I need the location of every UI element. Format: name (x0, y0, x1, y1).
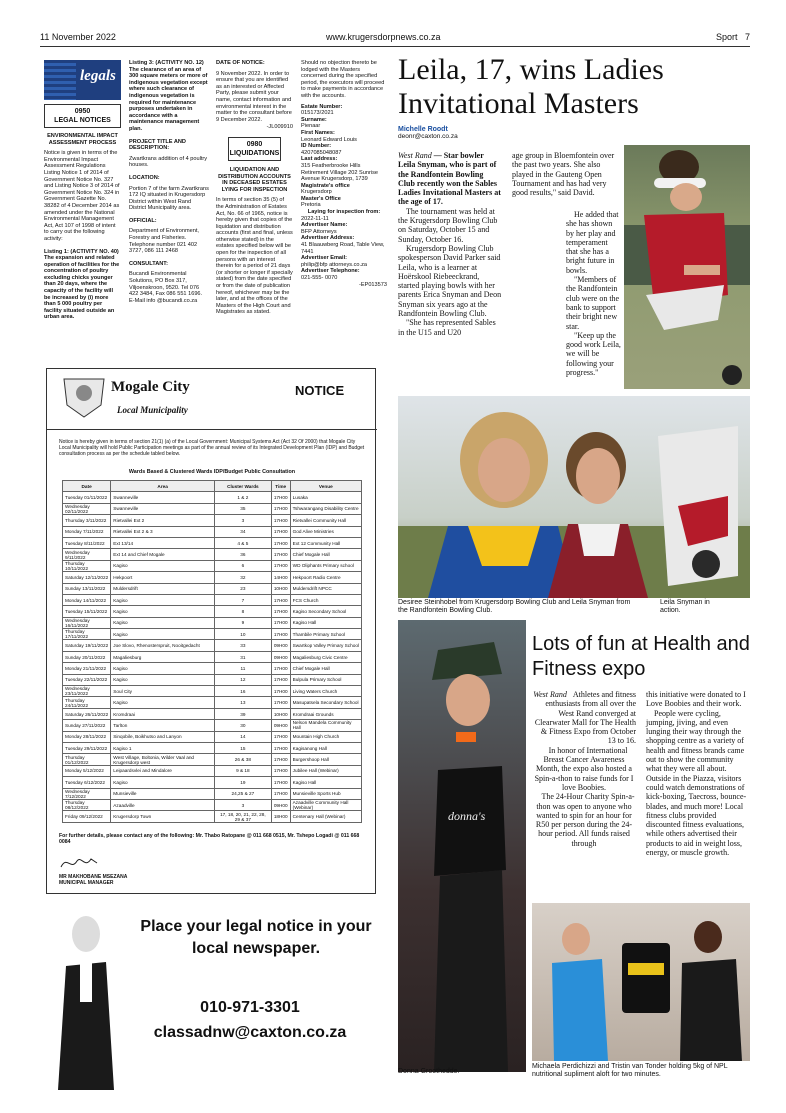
author: Michelle Roodt (398, 126, 448, 133)
lede: — Star bowler Leila Snyman, who is part of the Randfontein Bowling Club recently won the Sables Ladies Invitational Masters at the age of 17. (398, 151, 501, 207)
table-cell: Wednesday 9/11/2022 (63, 549, 111, 560)
eia-title: ENVIRONMENTAL IMPACT ASSESSMENT PROCESS (47, 133, 118, 146)
table-cell: Thursday 08/12/2022 (63, 799, 111, 810)
table-cell: Kagisanong Hall (290, 742, 361, 753)
table-cell: 34 (214, 526, 271, 537)
table-cell: 8 (214, 606, 271, 617)
table-row (63, 492, 362, 503)
table-cell: Sunday 27/11/2022 (63, 720, 111, 731)
table-cell: Kagiso (111, 594, 215, 605)
table-cell: 17H00 (271, 549, 290, 560)
legals-col4 (301, 60, 387, 289)
section-label: Sport 7 (715, 32, 750, 42)
leila-headline: Leila, 17, wins Ladies Invitational Masters (398, 53, 664, 120)
site-url[interactable]: www.krugersdorpnews.co.za (326, 32, 441, 42)
table-cell: Wednesday 02/11/2022 (63, 503, 111, 514)
table-cell: 32 (214, 572, 271, 583)
legals-banner: legals (44, 60, 121, 100)
table-cell: Tuesday 6/12/2022 (63, 777, 111, 788)
table-cell: Thursday 10/11/2022 (63, 560, 111, 571)
eia-body: Notice is given in terms of the Environmental Impact Assessment Regulations Listing Notice 1 of 2014 of Government Notice No. 327 and Listing Notice 3 of 2014 of Government Notice No. 324 in Government Gazette No. 38282 of 4 December 2014 as amended under the National Environmental Management Act, Act 107 of 1998 of intent to carry out the following activity: (44, 150, 120, 242)
table-cell: Kagiso Secondary School (290, 606, 361, 617)
table-cell: 17H00 (271, 594, 290, 605)
table-cell: 3 (214, 515, 271, 526)
table-cell: Monday 5/12/2022 (63, 765, 111, 776)
table-cell: Swanneville (111, 492, 215, 503)
notice-intro: Notice is hereby given in terms of section 21(1) (a) of the Local Government: Municipal Systems Act (Act 32 Of 2000) that Mogale City Local Municipality will hold Public Participation meetings as part of the annual review of its Integrated Development Plan (IDP) and Budget consultation process as per the schedule tabled below. (59, 439, 365, 457)
table-cell: Bulpula Primary School (290, 674, 361, 685)
table-row (63, 777, 362, 788)
table-cell: Saturday 26/11/2022 (63, 708, 111, 719)
table-cell: 4 & 5 (214, 537, 271, 548)
official-heading: OFFICIAL: (129, 217, 157, 224)
estate-line: Magistrate's office (301, 182, 350, 189)
table-cell: Chief Mogale Hall (290, 549, 361, 560)
table-cell: 9 (214, 617, 271, 628)
table-cell: Hekpoort (111, 572, 215, 583)
table-cell: 09H00 (271, 651, 290, 662)
health-p1: Athletes and fitness enthusiasts from all over the West Rand converged at Clearwater Mall for The Health & Fitness Expo from October 13 to 16. (534, 690, 636, 746)
caption-two-women: Desiree Steinhobel from Krugersdorp Bowling Club and Leila Snyman from the Randfontein Bowling Club. (398, 599, 631, 614)
table-cell: Azaadville Community Hall (Webinar) (290, 799, 361, 810)
table-cell: Rietvallei Community Hall (290, 515, 361, 526)
table-row (63, 537, 362, 548)
table-header: Area (111, 481, 215, 492)
table-cell: Burgershoop Hall (290, 754, 361, 765)
lede-place: West Rand (398, 151, 432, 160)
table-cell: 33 (214, 640, 271, 651)
table-cell: 7 (214, 594, 271, 605)
table-cell: 16 (214, 686, 271, 697)
table-cell: WD Oliphants Primary school (290, 560, 361, 571)
table-cell: Tuesday 01/11/2022 (63, 492, 111, 503)
table-cell: Kagiso (111, 674, 215, 685)
table-row (63, 629, 362, 640)
estate-line: Advertiser Email: (301, 255, 348, 262)
table-cell: Magaliesburg (111, 651, 215, 662)
leila-col2b (566, 210, 621, 377)
leila-col1 (398, 151, 502, 337)
table-cell: Sunday 13/11/2022 (63, 583, 111, 594)
table-cell: 23 (214, 583, 271, 594)
listing1: Listing 1: (ACTIVITY NO. 40) The expansion and related operation of facilities for the concentration of poultry excluding chicks younger than 20 days, where the capacity of the facility will be increased by (i) more than 5 000 poultry per facility situated outside an urban area. (44, 248, 120, 321)
table-cell: Tuesday 29/11/2022 (63, 742, 111, 753)
table-title: Wards Based & Clustered Wards IDP/Budget Public Consultation (128, 469, 296, 475)
table-cell: 09H00 (271, 720, 290, 731)
table-cell: Thursday 3/11/2022 (63, 515, 111, 526)
table-cell: 17H00 (271, 606, 290, 617)
estate-line: Pienaar (301, 123, 321, 130)
table-cell: Monday 14/11/2022 (63, 594, 111, 605)
project-heading: PROJECT TITLE AND DESCRIPTION: (129, 138, 186, 152)
table-cell: 30 (214, 720, 271, 731)
leila-p4: age group in Bloemfontein over the past two years. She also played in the Gauteng Open Tournament and has had very good results," said David. (512, 151, 615, 198)
table-cell: 17H00 (271, 754, 290, 765)
table-row (63, 583, 362, 594)
leila-p7: "Keep up the good work Leila, we will be following your progress." (566, 330, 621, 378)
table-cell: 18H00 (271, 811, 290, 822)
table-cell: Rietvallei Ext 2 & 3 (111, 526, 215, 537)
table-cell: 17H00 (271, 503, 290, 514)
table-cell: 24,25 & 27 (214, 788, 271, 799)
wards-table (62, 480, 362, 823)
liquidations-box: 0980 LIQUIDATIONS (228, 137, 281, 161)
health-col1 (532, 690, 636, 848)
table-cell: 19 (214, 777, 271, 788)
estate-line: Advertiser Address: (301, 235, 355, 242)
notice-heading: NOTICE (295, 383, 345, 398)
table-row (63, 742, 362, 753)
table-cell: Kagiso (111, 629, 215, 640)
table-row (63, 549, 362, 560)
table-cell: Muldersdrift NPCC (290, 583, 361, 594)
table-header: Date (63, 481, 111, 492)
table-cell: Kagiso (111, 606, 215, 617)
table-cell: 17H00 (271, 777, 290, 788)
estate-line: Laying for inspection from: (307, 209, 381, 216)
table-row (63, 686, 362, 697)
table-cell: Friday 09/12/2022 (63, 811, 111, 822)
table-row (63, 503, 362, 514)
leila-p5: He added that she has shown by her play and temperament that she has a bright future in bowls. (566, 210, 619, 275)
table-cell: 31 (214, 651, 271, 662)
estate-line: First Names: (301, 129, 335, 136)
table-cell: Monday 7/11/2022 (63, 526, 111, 537)
table-cell: 11 (214, 663, 271, 674)
table-cell: Kagiso (111, 777, 215, 788)
table-cell: Joe Slovo, Rhenosterspruit, Nooitgedacht (111, 640, 215, 651)
legals-col3 (216, 60, 293, 317)
table-cell: 09H00 (271, 640, 290, 651)
ref1: -JL009910 (266, 124, 293, 131)
table-cell: Wednesday 23/11/2022 (63, 686, 111, 697)
table-cell: Thursday 01/12/2022 (63, 754, 111, 765)
manager: MR MAKHOBANE MSEZANA MUNICIPAL MANAGER (59, 874, 128, 886)
estate-line: philip@bfp attorneys.co.za (301, 261, 368, 268)
consultant-text: Bucandi Environmental Solutions, PO Box 317, Viljoenskroon, 9520. Tel 076 422 3484, Fax 086 551 1696. E-Mail info @bucandi.co.za (129, 271, 203, 304)
estate-line: Pretoria (301, 202, 321, 209)
table-row (63, 754, 362, 765)
table-row (63, 606, 362, 617)
table-cell: 17, 18, 20, 21, 22, 28, 29 & 37 (214, 811, 271, 822)
date-heading: DATE OF NOTICE: (216, 60, 265, 66)
table-cell: 10H00 (271, 708, 290, 719)
mogale-crest-icon (59, 375, 109, 419)
table-row (63, 640, 362, 651)
table-cell: Swanneville (111, 503, 215, 514)
location-heading: LOCATION: (129, 174, 160, 181)
table-cell: 17H00 (271, 765, 290, 776)
estate-line: 015173/2021 (301, 110, 334, 117)
table-row (63, 515, 362, 526)
table-cell: Tuesday 15/11/2022 (63, 606, 111, 617)
table-row (63, 720, 362, 731)
table-cell: Muldersdrift (111, 583, 215, 594)
table-row (63, 526, 362, 537)
table-cell: Tshwarangang Disability Centre (290, 503, 361, 514)
legals-col1 (44, 104, 121, 322)
table-row (63, 731, 362, 742)
estate-line: Master's Office (301, 195, 341, 202)
table-row (63, 697, 362, 708)
estate-line: Advertiser Telephone: (301, 268, 360, 275)
table-cell: 12 (214, 674, 271, 685)
table-row (63, 674, 362, 685)
table-cell: 1 & 2 (214, 492, 271, 503)
two-women-photo (398, 396, 750, 598)
estate-line: 4207085048087 (301, 149, 342, 156)
table-cell: God Alive Ministries (290, 526, 361, 537)
table-cell: 15 (214, 742, 271, 753)
table-cell: 17H00 (271, 697, 290, 708)
table-cell: 39 (214, 708, 271, 719)
table-cell: 13 (214, 697, 271, 708)
divider (47, 429, 377, 430)
caption-donna: Donna Groothedde. (398, 1068, 460, 1075)
table-cell: 14H00 (271, 572, 290, 583)
table-cell: 17H00 (271, 526, 290, 537)
table-header: Cluster Wards (214, 481, 271, 492)
leila-col2 (512, 151, 622, 197)
table-cell: Swartkop Valley Primary School (290, 640, 361, 651)
estate-line: Krugersdorp (301, 189, 332, 196)
estate-line: 021-555- 0070 (301, 275, 338, 281)
table-cell: 26 & 38 (214, 754, 271, 765)
table-cell: 14 (214, 731, 271, 742)
table-cell: Munsieville Sports Hub (290, 788, 361, 799)
table-row (63, 594, 362, 605)
table-cell: Mountain High Church (290, 731, 361, 742)
estate-line: Estate Number: (301, 103, 343, 110)
liquidation-text: In terms of section 35 (5) of the Administration of Estates Act, No. 66 of 1965, notice is hereby given that copies of the liquidation and distribution accounts (first and final, unless otherwise stated) in the estates specified below will be open for the inspection of all persons with an interest therein for a period of 21 days (or shorter or longer if specially stated) from the date specified or from the date of publication hereof, whichever may be the later, and at the offices of the Masters of the High Court and Magistrates as stated. (216, 197, 293, 316)
table-cell: Ext 12 Community Hall (290, 537, 361, 548)
table-row (63, 651, 362, 662)
table-cell: Chief Mogale Hall (290, 663, 361, 674)
table-cell: Munsieville (111, 788, 215, 799)
table-cell: 35 (214, 503, 271, 514)
table-cell: 17H00 (271, 515, 290, 526)
table-row (63, 811, 362, 822)
table-cell: 10H00 (271, 583, 290, 594)
caption-leila: Leila Snyman in action. (660, 599, 710, 614)
health-headline: Lots of fun at Health and Fitness expo (532, 633, 750, 680)
table-cell: Thursday 17/11/2022 (63, 629, 111, 640)
mogale-sub: Local Municipality (117, 405, 188, 415)
estate-line: BFP Attorneys (301, 228, 337, 235)
estate-line: Leonard Edward Louis (301, 136, 357, 143)
page-header (40, 32, 750, 46)
table-cell: Saturday 19/11/2022 (63, 640, 111, 651)
table-row (63, 617, 362, 628)
estate-line: 2022-11-11 (301, 215, 329, 222)
table-cell: FCS Church (290, 594, 361, 605)
table-cell: Lusaka (290, 492, 361, 503)
table-cell: 17H00 (271, 686, 290, 697)
table-cell: Tarlton (111, 720, 215, 731)
notice-footer: For further details, please contact any of the following: Mr. Thabo Ratopane @ 011 668 0515, Mr. Tshepo Logadi @ 011 668 0084 (59, 833, 360, 845)
table-cell: Jubilee Hall (Webinar) (290, 765, 361, 776)
leila-action-photo (624, 145, 750, 389)
table-row (63, 799, 362, 810)
leila-p1: The tournament was held at the Krugersdorp Bowling Club on Saturday, October 15 and Sunday, October 16. (398, 206, 498, 244)
table-cell: 36 (214, 549, 271, 560)
project-text: Zwartkrans addition of 4 poultry houses. (129, 155, 208, 169)
liquidation-text-2: Should no objection thereto be lodged with the Masters concerned during the specified period, the executors will proceed to make payments in accordance with the accounts. (301, 60, 385, 99)
ad-headline: Place your legal notice in your local newspaper. (140, 918, 372, 957)
table-row (63, 788, 362, 799)
table-cell: West Village, Boltonia, Wilder Vaal and Krugersdorp west (111, 754, 215, 765)
leila-p2: Krugersdorp Bowling Club spokesperson David Parker said Leila, who is a learner at Hoërskool Riebeeckrand, started playing bowls with her parents Erica Snyman and Deon Snyman six years ago at the Randfontein Bowling Club. (398, 243, 502, 319)
table-cell: Sinqobile, Boikhutso and Lanyon (111, 731, 215, 742)
author-email[interactable]: deonr@caxton.co.za (398, 133, 458, 140)
table-cell: Ext 14 and Chief Mogale (111, 549, 215, 560)
estate-line: ID Number: (301, 143, 332, 150)
ref2: -EP013573 (359, 281, 387, 288)
table-cell: Tuesday 8/11/2022 (63, 537, 111, 548)
header-rule (40, 46, 750, 47)
ad-email[interactable]: classadnw@caxton.co.za (153, 1024, 347, 1041)
liquidation-heading: LIQUIDATION AND DISTRIBUTION ACCOUNTS IN DECEASED ESTATES LYING FOR INSPECTION (218, 166, 291, 193)
mogale-logo: Mogale City (111, 379, 190, 395)
estate-line: 315 Featherbrooke Hills Retirement Village 202 Sunrise Avenue Krugersdorp, 1739 (301, 162, 379, 183)
leila-p3: "She has represented Sables in the U15 and U20 (398, 318, 496, 337)
table-cell: 17H00 (271, 560, 290, 571)
date-text: 9 November 2022. In order to ensure that you are identified as an interested or Affected Party, please submit your name, contact information and environmental interest in the matter to the consultant before 9 December 2022. (216, 70, 292, 123)
estate-details (301, 104, 387, 282)
health-p4: this initiative were donated to I Love Boobies and their work. (646, 690, 746, 709)
table-cell: 17H00 (271, 731, 290, 742)
table-row (63, 765, 362, 776)
table-cell: 17H00 (271, 674, 290, 685)
table-cell: Nelson Mandela Community Hall (290, 720, 361, 731)
estate-line: Surname: (301, 116, 327, 123)
estate-line: Last address: (301, 156, 338, 163)
table-cell: 17H00 (271, 788, 290, 799)
table-cell: Monday 28/11/2022 (63, 731, 111, 742)
page-number: 7 (744, 32, 750, 42)
health-col2 (646, 690, 750, 857)
table-cell: 6 (214, 560, 271, 571)
health-lede-place: West Rand (533, 690, 567, 699)
table-cell: Masupatsela Secondary School (290, 697, 361, 708)
table-cell: Kagiso 1 (111, 742, 215, 753)
table-cell: 09H00 (271, 799, 290, 810)
listing3: Listing 3: (ACTIVITY NO. 12) The clearance of an area of 300 square meters or more of indigenous vegetation except where such clearance of indigenous vegetation is required for maintenance purposes undertaken in accordance with a maintenance management plan. (129, 60, 208, 132)
table-cell: 17H00 (271, 537, 290, 548)
table-cell: Wednesday 16/11/2022 (63, 617, 111, 628)
official-text: Department of Environment, Forestry and Fisheries. Telephone number 021 402 3727, 086 111 2468 (129, 228, 199, 255)
legals-col2 (129, 60, 209, 305)
table-cell: Ext 13/14 (111, 537, 215, 548)
table-cell: Magaliesburg Civic Centre (290, 651, 361, 662)
table-cell: Kagiso (111, 617, 215, 628)
table-cell: 3 (214, 799, 271, 810)
ad-phone[interactable]: 010-971-3301 (200, 999, 300, 1016)
table-cell: Living Waters Church (290, 686, 361, 697)
table-cell: Thambile Primary School (290, 629, 361, 640)
signature (59, 853, 99, 873)
judge-icon (46, 906, 116, 1090)
table-cell: Kagiso (111, 663, 215, 674)
table-cell: Kagiso Hall (290, 617, 361, 628)
fitness-photo (532, 903, 750, 1061)
mogale-notice (46, 368, 376, 894)
table-row (63, 560, 362, 571)
leila-p6: "Members of the Randfontein club were on the bank to support their bright new star. (566, 275, 620, 331)
table-cell: Tuesday 22/11/2022 (63, 674, 111, 685)
location-text: Portion 7 of the farm Zwartkrans 172 IQ situated in Krugersdorp District within West Rand District Municipality area. (129, 185, 209, 212)
table-row (63, 663, 362, 674)
table-cell: Kagiso Hall (290, 777, 361, 788)
table-cell: Monday 21/11/2022 (63, 663, 111, 674)
table-cell: 17H00 (271, 742, 290, 753)
legal-notices-box: 0950 LEGAL NOTICES (44, 104, 121, 128)
table-cell: 9 & 18 (214, 765, 271, 776)
health-p5: People were cycling, jumping, jiving, and even lunging their way through the shopping centre as a variety of health and fitness brands came out to show the community what they were all about. Outside in the Piazza, visitors could watch demonstrations of kick-boxing, Taecross, bounce-blades, and much more! Local fitness clubs provided discounted fitness evaluations, while others advertised their products to aid in weight loss, energy, or muscle growth. (646, 708, 747, 858)
table-cell: Sunday 20/11/2022 (63, 651, 111, 662)
consultant-heading: CONSULTANT: (129, 260, 168, 267)
legal-ad (118, 906, 376, 1094)
table-cell: Azaadville (111, 799, 215, 810)
donna-photo (398, 620, 526, 1072)
byline (398, 126, 458, 140)
table-cell: Centenary Hall (Webinar) (290, 811, 361, 822)
table-row (63, 708, 362, 719)
table-cell: 17H00 (271, 629, 290, 640)
caption-fitness: Michaela Perdichizzi and Tristin van Tonder holding 5kg of NPL nutritional supliment aloft for two minutes. (532, 1063, 728, 1078)
health-p3: The 24-Hour Charity Spin-a-thon was open to anyone who wanted to spin for an hour for R50 per person during the 24-hour period. All funds raised through (535, 792, 635, 848)
table-cell: 17H00 (271, 617, 290, 628)
table-cell: 10 (214, 629, 271, 640)
table-header: Time (271, 481, 290, 492)
issue-date: 11 November 2022 (40, 32, 116, 42)
estate-line: 41 Blaauwberg Road, Table View, 7441 (301, 242, 385, 255)
table-header: Venue (290, 481, 361, 492)
table-cell: Kromdraai (111, 708, 215, 719)
table-cell: 17H00 (271, 663, 290, 674)
table-cell: Thursday 24/11/2022 (63, 697, 111, 708)
table-cell: Leipaardsvlei and Mindalore (111, 765, 215, 776)
table-cell: Soul City (111, 686, 215, 697)
table-row (63, 572, 362, 583)
table-cell: Hekpoort Radio Centre (290, 572, 361, 583)
health-p2: In honor of International Breast Cancer Awareness Month, the expo also hosted a Spin-a-thon to raise funds for I love Boobies. (534, 745, 634, 792)
table-cell: Kromdraai Grounds (290, 708, 361, 719)
estate-line: Advertiser Name: (301, 222, 348, 229)
table-cell: Saturday 12/11/2022 (63, 572, 111, 583)
table-cell: Wednesday 7/12/2022 (63, 788, 111, 799)
donna-shirt-text: donna's (448, 809, 486, 823)
table-cell: Kagiso (111, 697, 215, 708)
table-cell: 17H00 (271, 492, 290, 503)
table-cell: Kagiso (111, 560, 215, 571)
table-cell: Krugersdorp Town (111, 811, 215, 822)
table-cell: Rietvallei Ext 2 (111, 515, 215, 526)
